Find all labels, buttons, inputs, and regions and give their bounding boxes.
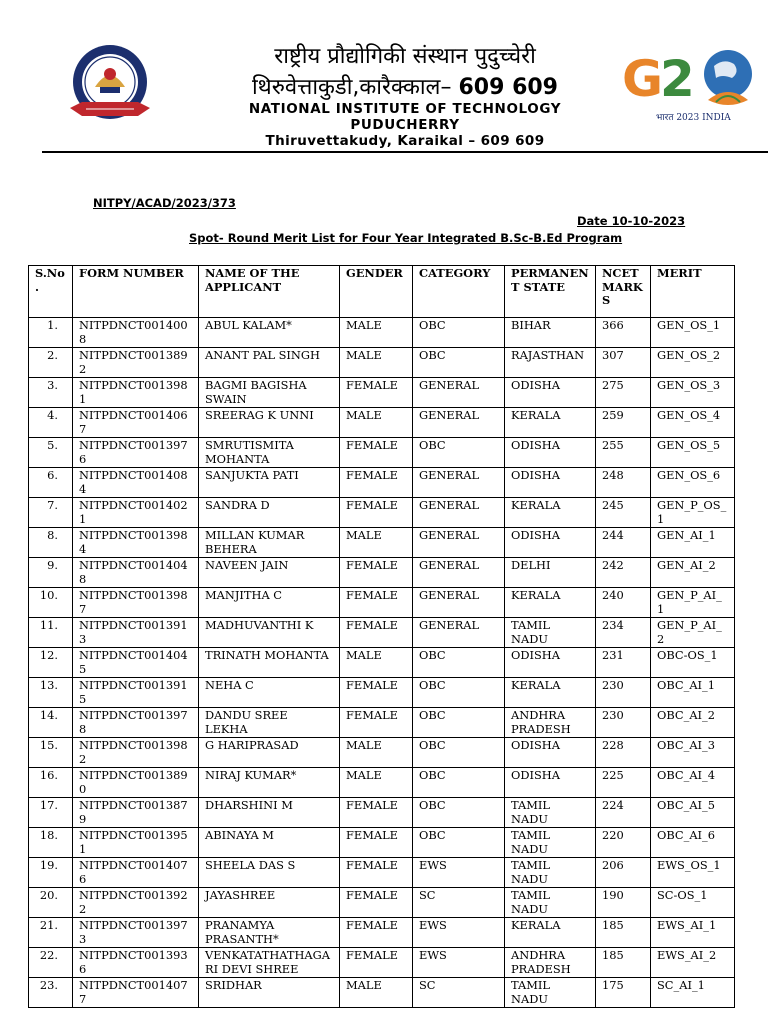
form-number-cell: NITPDNCT0013936 [73, 948, 199, 978]
serial-number-cell: 17. [29, 798, 73, 828]
applicant-name-cell: JAYASHREE [199, 888, 340, 918]
serial-number-cell: 7. [29, 498, 73, 528]
ncet-marks-cell: 240 [596, 588, 651, 618]
permanent-state-cell: DELHI [505, 558, 596, 588]
merit-rank-cell: OBC-OS_1 [651, 648, 735, 678]
permanent-state-cell: KERALA [505, 588, 596, 618]
form-number-cell: NITPDNCT0014077 [73, 978, 199, 1008]
table-row [29, 528, 735, 558]
table-row [29, 948, 735, 978]
gender-cell: FEMALE [340, 378, 413, 408]
table-row [29, 498, 735, 528]
form-number-cell: NITPDNCT0013987 [73, 588, 199, 618]
merit-rank-cell: OBC_AI_4 [651, 768, 735, 798]
applicant-name-cell: SANJUKTA PATI [199, 468, 340, 498]
permanent-state-cell: ODISHA [505, 468, 596, 498]
applicant-name-cell: MANJITHA C [199, 588, 340, 618]
serial-number-cell: 22. [29, 948, 73, 978]
applicant-name-cell: NAVEEN JAIN [199, 558, 340, 588]
category-cell: EWS [413, 918, 505, 948]
ncet-marks-cell: 242 [596, 558, 651, 588]
merit-rank-cell: OBC_AI_2 [651, 708, 735, 738]
document-title: Spot- Round Merit List for Four Year Integrated B.Sc-B.Ed Program [189, 231, 623, 245]
table-row [29, 618, 735, 648]
gender-cell: FEMALE [340, 678, 413, 708]
form-number-cell: NITPDNCT0013915 [73, 678, 199, 708]
gender-cell: MALE [340, 768, 413, 798]
category-cell: GENERAL [413, 528, 505, 558]
gender-cell: FEMALE [340, 498, 413, 528]
merit-rank-cell: SC-OS_1 [651, 888, 735, 918]
applicant-name-cell: G HARIPRASAD [199, 738, 340, 768]
category-cell: SC [413, 978, 505, 1008]
serial-number-cell: 3. [29, 378, 73, 408]
merit-rank-cell: OBC_AI_5 [651, 798, 735, 828]
merit-rank-cell: OBC_AI_6 [651, 828, 735, 858]
serial-number-cell: 13. [29, 678, 73, 708]
permanent-state-cell: ODISHA [505, 438, 596, 468]
serial-number-cell: 19. [29, 858, 73, 888]
serial-number-cell: 1. [29, 318, 73, 348]
col-header-ncet-marks: NCET MARKS [596, 266, 651, 318]
g20-letter-g: G [622, 50, 664, 108]
applicant-name-cell: MILLAN KUMAR BEHERA [199, 528, 340, 558]
permanent-state-cell: ODISHA [505, 768, 596, 798]
form-number-cell: NITPDNCT0014048 [73, 558, 199, 588]
ncet-marks-cell: 175 [596, 978, 651, 1008]
permanent-state-cell: ODISHA [505, 738, 596, 768]
gender-cell: FEMALE [340, 558, 413, 588]
category-cell: OBC [413, 438, 505, 468]
permanent-state-cell: KERALA [505, 678, 596, 708]
form-number-cell: NITPDNCT0013978 [73, 708, 199, 738]
col-header-form-number: FORM NUMBER [73, 266, 199, 318]
gender-cell: FEMALE [340, 828, 413, 858]
table-row [29, 768, 735, 798]
merit-rank-cell: GEN_P_AI_2 [651, 618, 735, 648]
ncet-marks-cell: 185 [596, 918, 651, 948]
form-number-cell: NITPDNCT0013913 [73, 618, 199, 648]
merit-rank-cell: GEN_AI_1 [651, 528, 735, 558]
permanent-state-cell: TAMIL NADU [505, 888, 596, 918]
category-cell: GENERAL [413, 498, 505, 528]
table-row [29, 468, 735, 498]
ncet-marks-cell: 228 [596, 738, 651, 768]
permanent-state-cell: TAMIL NADU [505, 798, 596, 828]
serial-number-cell: 9. [29, 558, 73, 588]
ncet-marks-cell: 244 [596, 528, 651, 558]
ncet-marks-cell: 220 [596, 828, 651, 858]
form-number-cell: NITPDNCT0014067 [73, 408, 199, 438]
gender-cell: FEMALE [340, 708, 413, 738]
table-row [29, 558, 735, 588]
gender-cell: MALE [340, 738, 413, 768]
merit-rank-cell: GEN_OS_3 [651, 378, 735, 408]
form-number-cell: NITPDNCT0013892 [73, 348, 199, 378]
gender-cell: FEMALE [340, 918, 413, 948]
applicant-name-cell: SRIDHAR [199, 978, 340, 1008]
nit-seal-logo [62, 42, 158, 130]
form-number-cell: NITPDNCT0013879 [73, 798, 199, 828]
form-number-cell: NITPDNCT0013982 [73, 738, 199, 768]
ncet-marks-cell: 234 [596, 618, 651, 648]
g20-digit-2: 2 [660, 50, 695, 108]
table-row [29, 408, 735, 438]
merit-rank-cell: GEN_OS_4 [651, 408, 735, 438]
form-number-cell: NITPDNCT0013984 [73, 528, 199, 558]
serial-number-cell: 11. [29, 618, 73, 648]
serial-number-cell: 2. [29, 348, 73, 378]
applicant-name-cell: SREERAG K UNNI [199, 408, 340, 438]
table-row [29, 738, 735, 768]
form-number-cell: NITPDNCT0014076 [73, 858, 199, 888]
merit-rank-cell: GEN_OS_5 [651, 438, 735, 468]
gender-cell: FEMALE [340, 438, 413, 468]
g20-caption: भारत 2023 INDIA [656, 113, 731, 123]
serial-number-cell: 10. [29, 588, 73, 618]
category-cell: OBC [413, 828, 505, 858]
serial-number-cell: 4. [29, 408, 73, 438]
col-header-merit: MERIT [651, 266, 735, 318]
gender-cell: MALE [340, 408, 413, 438]
gender-cell: MALE [340, 648, 413, 678]
serial-number-cell: 15. [29, 738, 73, 768]
category-cell: EWS [413, 858, 505, 888]
table-row [29, 678, 735, 708]
merit-rank-cell: EWS_AI_1 [651, 918, 735, 948]
merit-rank-cell: GEN_OS_6 [651, 468, 735, 498]
applicant-name-cell: ABUL KALAM* [199, 318, 340, 348]
col-header-applicant-name: NAME OF THE APPLICANT [199, 266, 340, 318]
col-header-sno: S.No. [29, 266, 73, 318]
permanent-state-cell: ODISHA [505, 528, 596, 558]
gender-cell: FEMALE [340, 798, 413, 828]
ncet-marks-cell: 224 [596, 798, 651, 828]
institute-city: PUDUCHERRY [350, 117, 460, 133]
applicant-name-cell: VENKATATHATHAGARI DEVI SHREE [199, 948, 340, 978]
applicant-name-cell: DHARSHINI M [199, 798, 340, 828]
gender-cell: FEMALE [340, 858, 413, 888]
permanent-state-cell: TAMIL NADU [505, 858, 596, 888]
applicant-name-cell: TRINATH MOHANTA [199, 648, 340, 678]
category-cell: GENERAL [413, 618, 505, 648]
table-row [29, 378, 735, 408]
category-cell: OBC [413, 768, 505, 798]
merit-rank-cell: EWS_OS_1 [651, 858, 735, 888]
hindi-address-text: थिरुवेत्ताकुडी,कारैक्काल– [251, 75, 452, 100]
g20-logo [622, 44, 758, 124]
category-cell: OBC [413, 798, 505, 828]
category-cell: GENERAL [413, 558, 505, 588]
applicant-name-cell: MADHUVANTHI K [199, 618, 340, 648]
applicant-name-cell: SHEELA DAS S [199, 858, 340, 888]
form-number-cell: NITPDNCT0014084 [73, 468, 199, 498]
merit-rank-cell: GEN_P_AI_1 [651, 588, 735, 618]
gender-cell: FEMALE [340, 948, 413, 978]
table-row [29, 828, 735, 858]
category-cell: OBC [413, 738, 505, 768]
merit-rank-cell: GEN_P_OS_1 [651, 498, 735, 528]
gender-cell: FEMALE [340, 618, 413, 648]
table-row [29, 348, 735, 378]
ncet-marks-cell: 307 [596, 348, 651, 378]
serial-number-cell: 5. [29, 438, 73, 468]
table-row [29, 978, 735, 1008]
form-number-cell: NITPDNCT0014021 [73, 498, 199, 528]
permanent-state-cell: ANDHRA PRADESH [505, 708, 596, 738]
gender-cell: FEMALE [340, 468, 413, 498]
hindi-address-pin: 609 609 [458, 75, 558, 100]
gender-cell: FEMALE [340, 588, 413, 618]
ncet-marks-cell: 225 [596, 768, 651, 798]
gender-cell: FEMALE [340, 888, 413, 918]
gender-cell: MALE [340, 348, 413, 378]
permanent-state-cell: KERALA [505, 498, 596, 528]
merit-list-table [28, 265, 735, 1008]
category-cell: OBC [413, 348, 505, 378]
category-cell: GENERAL [413, 588, 505, 618]
merit-rank-cell: OBC_AI_1 [651, 678, 735, 708]
applicant-name-cell: ANANT PAL SINGH [199, 348, 340, 378]
merit-rank-cell: GEN_OS_1 [651, 318, 735, 348]
table-row [29, 318, 735, 348]
gender-cell: MALE [340, 978, 413, 1008]
serial-number-cell: 8. [29, 528, 73, 558]
institute-name: NATIONAL INSTITUTE OF TECHNOLOGY [248, 101, 562, 117]
merit-rank-cell: GEN_OS_2 [651, 348, 735, 378]
applicant-name-cell: ABINAYA M [199, 828, 340, 858]
table-body [29, 318, 735, 1008]
header-divider [42, 151, 768, 153]
category-cell: GENERAL [413, 408, 505, 438]
table-row [29, 858, 735, 888]
ncet-marks-cell: 275 [596, 378, 651, 408]
serial-number-cell: 12. [29, 648, 73, 678]
permanent-state-cell: ODISHA [505, 378, 596, 408]
ncet-marks-cell: 230 [596, 678, 651, 708]
category-cell: GENERAL [413, 378, 505, 408]
form-number-cell: NITPDNCT0013973 [73, 918, 199, 948]
ncet-marks-cell: 259 [596, 408, 651, 438]
gender-cell: MALE [340, 528, 413, 558]
gender-cell: MALE [340, 318, 413, 348]
table-row [29, 648, 735, 678]
permanent-state-cell: KERALA [505, 918, 596, 948]
serial-number-cell: 14. [29, 708, 73, 738]
applicant-name-cell: SMRUTISMITA MOHANTA [199, 438, 340, 468]
permanent-state-cell: TAMIL NADU [505, 978, 596, 1008]
ncet-marks-cell: 245 [596, 498, 651, 528]
serial-number-cell: 6. [29, 468, 73, 498]
col-header-category: CATEGORY [413, 266, 505, 318]
merit-rank-cell: SC_AI_1 [651, 978, 735, 1008]
serial-number-cell: 21. [29, 918, 73, 948]
document-date: Date 10-10-2023 [577, 214, 686, 228]
category-cell: OBC [413, 318, 505, 348]
form-number-cell: NITPDNCT0013922 [73, 888, 199, 918]
reference-number: NITPY/ACAD/2023/373 [93, 196, 236, 210]
ncet-marks-cell: 231 [596, 648, 651, 678]
permanent-state-cell: KERALA [505, 408, 596, 438]
permanent-state-cell: BIHAR [505, 318, 596, 348]
applicant-name-cell: NEHA C [199, 678, 340, 708]
ncet-marks-cell: 185 [596, 948, 651, 978]
category-cell: EWS [413, 948, 505, 978]
merit-rank-cell: GEN_AI_2 [651, 558, 735, 588]
ncet-marks-cell: 248 [596, 468, 651, 498]
table-row [29, 918, 735, 948]
ncet-marks-cell: 190 [596, 888, 651, 918]
category-cell: GENERAL [413, 468, 505, 498]
form-number-cell: NITPDNCT0014008 [73, 318, 199, 348]
hindi-address [200, 74, 610, 102]
col-header-permanent-state: PERMANENT STATE [505, 266, 596, 318]
category-cell: SC [413, 888, 505, 918]
applicant-name-cell: PRANAMYA PRASANTH* [199, 918, 340, 948]
merit-rank-cell: EWS_AI_2 [651, 948, 735, 978]
g20-lotus-icon [708, 92, 748, 105]
permanent-state-cell: RAJASTHAN [505, 348, 596, 378]
permanent-state-cell: TAMIL NADU [505, 618, 596, 648]
institute-address: Thiruvettakudy, Karaikal – 609 609 [265, 133, 545, 149]
hindi-institute-name: राष्ट्रीय प्रौद्योगिकी संस्थान पुदुच्चेरी [274, 44, 536, 69]
serial-number-cell: 18. [29, 828, 73, 858]
applicant-name-cell: SANDRA D [199, 498, 340, 528]
category-cell: OBC [413, 648, 505, 678]
ncet-marks-cell: 230 [596, 708, 651, 738]
table-header-row [29, 266, 735, 318]
permanent-state-cell: ANDHRA PRADESH [505, 948, 596, 978]
serial-number-cell: 20. [29, 888, 73, 918]
serial-number-cell: 23. [29, 978, 73, 1008]
form-number-cell: NITPDNCT0014045 [73, 648, 199, 678]
table-row [29, 708, 735, 738]
permanent-state-cell: TAMIL NADU [505, 828, 596, 858]
ncet-marks-cell: 255 [596, 438, 651, 468]
col-header-gender: GENDER [340, 266, 413, 318]
table-row [29, 438, 735, 468]
applicant-name-cell: NIRAJ KUMAR* [199, 768, 340, 798]
table-row [29, 798, 735, 828]
ncet-marks-cell: 206 [596, 858, 651, 888]
form-number-cell: NITPDNCT0013951 [73, 828, 199, 858]
merit-rank-cell: OBC_AI_3 [651, 738, 735, 768]
category-cell: OBC [413, 708, 505, 738]
applicant-name-cell: BAGMI BAGISHA SWAIN [199, 378, 340, 408]
serial-number-cell: 16. [29, 768, 73, 798]
table-row [29, 888, 735, 918]
form-number-cell: NITPDNCT0013890 [73, 768, 199, 798]
ncet-marks-cell: 366 [596, 318, 651, 348]
table-row [29, 588, 735, 618]
category-cell: OBC [413, 678, 505, 708]
form-number-cell: NITPDNCT0013976 [73, 438, 199, 468]
permanent-state-cell: ODISHA [505, 648, 596, 678]
applicant-name-cell: DANDU SREE LEKHA [199, 708, 340, 738]
form-number-cell: NITPDNCT0013981 [73, 378, 199, 408]
